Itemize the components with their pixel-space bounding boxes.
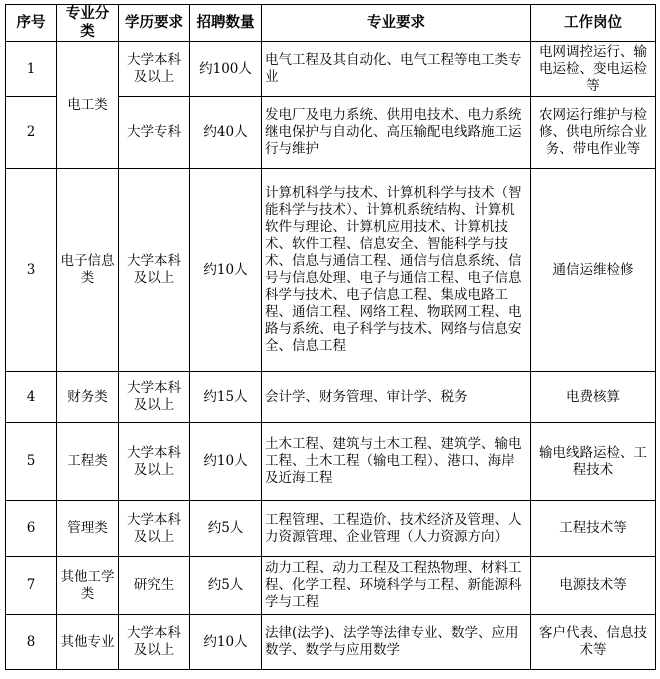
table-row	[6, 42, 656, 97]
row-no: 1	[6, 42, 57, 97]
row-education: 大学本科及以上	[119, 615, 190, 670]
row-no: 5	[6, 423, 57, 501]
row-category: 电工类	[57, 42, 119, 169]
row-post: 工程技术等	[531, 501, 656, 557]
row-category: 电子信息类	[57, 169, 119, 372]
row-count: 约5人	[190, 557, 262, 615]
row-post: 农网运行维护与检修、供电所综合业务、带电作业等	[531, 97, 656, 169]
row-count: 约15人	[190, 372, 262, 423]
row-category: 其他工学类	[57, 557, 119, 615]
row-no: 7	[6, 557, 57, 615]
table-row	[6, 615, 656, 670]
row-no: 8	[6, 615, 57, 670]
table-row	[6, 501, 656, 557]
row-no: 3	[6, 169, 57, 372]
row-count: 约10人	[190, 169, 262, 372]
table-row	[6, 423, 656, 501]
row-majors: 发电厂及电力系统、供用电技术、电力系统继电保护与自动化、高压输配电线路施工运行与维护	[262, 97, 531, 169]
header-row	[6, 5, 656, 42]
table-row	[6, 169, 656, 372]
row-category: 工程类	[57, 423, 119, 501]
header-education: 学历要求	[119, 5, 190, 42]
row-post: 通信运维检修	[531, 169, 656, 372]
row-count: 约40人	[190, 97, 262, 169]
row-no: 4	[6, 372, 57, 423]
table-row	[6, 372, 656, 423]
row-education: 大学本科及以上	[119, 372, 190, 423]
row-education: 大学本科及以上	[119, 423, 190, 501]
row-education: 大学本科及以上	[119, 501, 190, 557]
table-row	[6, 557, 656, 615]
row-education: 大学本科及以上	[119, 169, 190, 372]
table-container	[5, 4, 656, 670]
row-majors: 会计学、财务管理、审计学、税务	[262, 372, 531, 423]
row-post: 电源技术等	[531, 557, 656, 615]
row-majors: 动力工程、动力工程及工程热物理、材料工程、化学工程、环境科学与工程、新能源科学与工程	[262, 557, 531, 615]
row-count: 约100人	[190, 42, 262, 97]
header-count: 招聘数量	[190, 5, 262, 42]
row-category: 财务类	[57, 372, 119, 423]
row-majors: 电气工程及其自动化、电气工程等电工类专业	[262, 42, 531, 97]
row-count: 约5人	[190, 501, 262, 557]
row-majors: 工程管理、工程造价、技术经济及管理、人力资源管理、企业管理（人力资源方向）	[262, 501, 531, 557]
row-post: 客户代表、信息技术等	[531, 615, 656, 670]
row-post: 电网调控运行、输电运检、变电运检等	[531, 42, 656, 97]
row-count: 约10人	[190, 615, 262, 670]
row-post: 电费核算	[531, 372, 656, 423]
row-no: 6	[6, 501, 57, 557]
row-post: 输电线路运检、工程技术	[531, 423, 656, 501]
header-category: 专业分类	[57, 5, 119, 42]
row-majors: 法律(法学)、法学等法律专业、数学、应用数学、数学与应用数学	[262, 615, 531, 670]
row-no: 2	[6, 97, 57, 169]
row-count: 约10人	[190, 423, 262, 501]
row-education: 研究生	[119, 557, 190, 615]
header-majors: 专业要求	[262, 5, 531, 42]
row-category: 管理类	[57, 501, 119, 557]
header-no: 序号	[6, 5, 57, 42]
row-education: 大学本科及以上	[119, 42, 190, 97]
row-education: 大学专科	[119, 97, 190, 169]
header-post: 工作岗位	[531, 5, 656, 42]
recruitment-table	[5, 4, 656, 670]
row-majors: 土木工程、建筑与土木工程、建筑学、输电工程、土木工程（输电工程）、港口、海岸及近海工程	[262, 423, 531, 501]
row-majors: 计算机科学与技术、计算机科学与技术（智能科学与技术）、计算机系统结构、计算机软件与理论、计算机应用技术、计算机技术、软件工程、信息安全、智能科学与技术、信息与通信工程、通信与信息系统、信号与信息处理、电子与通信工程、电子信息科学与技术、电子信息工程、集成电路工程、通信工程、网络工程、物联网工程、电路与系统、电子科学与技术、网络与信息安全、信息工程	[262, 169, 531, 372]
row-category: 其他专业	[57, 615, 119, 670]
